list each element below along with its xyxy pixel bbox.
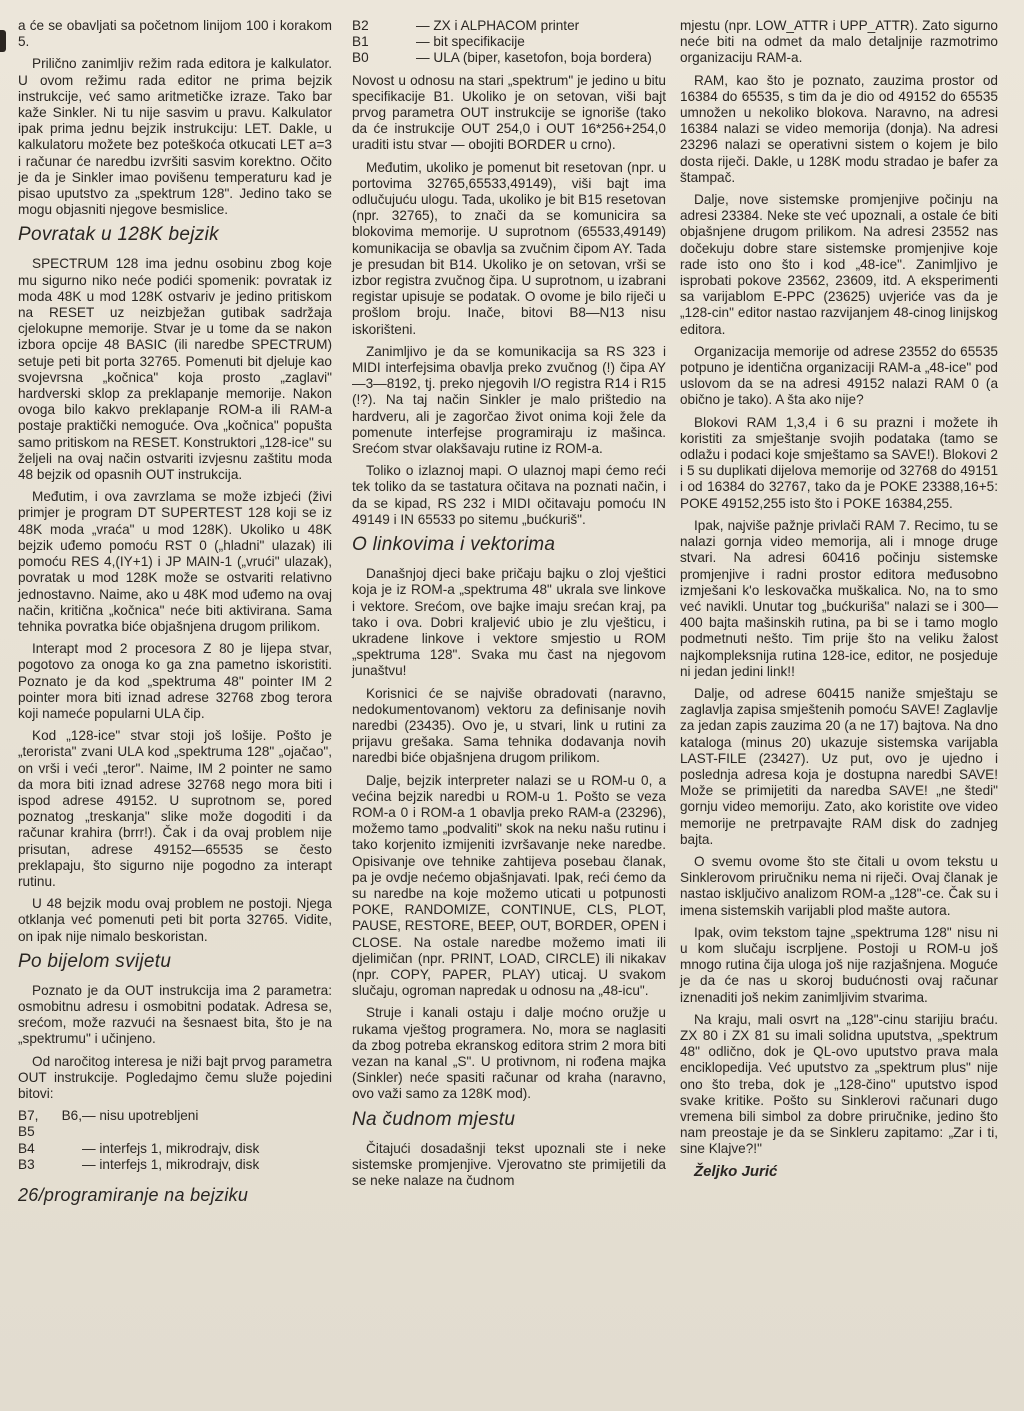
paragraph: Toliko o izlaznoj mapi. O ulaznoj mapi ćemo reći tek toliko da se tastatura očitava na poznati način, i da se kipad, RS 232 i MIDI očitavaju pomoću IN 49149 i IN 65533 po sitemu „bućkuriš". bbox=[352, 463, 666, 527]
section-heading: Po bijelom svijetu bbox=[18, 950, 172, 972]
author-signature: Željko Jurić bbox=[694, 1162, 778, 1180]
bit-description: — nisu upotrebljeni bbox=[82, 1108, 199, 1124]
bit-label: B0 bbox=[352, 50, 369, 66]
bit-label: B2 bbox=[352, 18, 369, 33]
paragraph: Struje i kanali ostaju i dalje moćno oružje u rukama vještog programera. No, mora se naglasiti da zbog potreba ekranskog editora strim 2 mora biti vezan na kanal „S". U protivnom, ni rođena majka (Sinkler) neće spasiti računar od kraha (naravno, ovo važi samo za 128K mod). bbox=[352, 1005, 666, 1102]
bit-description: — ULA (biper, kasetofon, boja bordera) bbox=[416, 50, 652, 66]
paragraph: Korisnici će se najviše obradovati (naravno, nedokumentovanom) vektoru za definisanje novih naredbi (23435). Ovo je, u stvari, link u rutini za prijavu grešaka. Sama tehnika dodavanja novih naredbi biće objašnjena drugom prilikom. bbox=[352, 685, 666, 766]
paragraph: Dalje, nove sistemske promjenjive počinju na adresi 23384. Neke ste već upoznali, a ostale će biti objašnjene drugom prilikom. Na adresi 23552 nas dočekuju dobre stare sistemske promjenjive koje rade isto ono što i kod „48-ice". Zanimljivo je isprobati pokove 23562, 23609, itd. A eksperimenti sa varijablom E-PPC (23625) uvjeriće vas da je „128-cin" editor nastao razvijanjem 48-cinog linijskog editora. bbox=[680, 192, 998, 337]
section-heading: O linkovima i vektorima bbox=[352, 534, 556, 556]
paragraph: Prilično zanimljiv režim rada editora je kalkulator. U ovom režimu rada editor ne prima bejzik instrukcije, već samo aritmetičke izraze. Tako bar kaže Sinkler. Ni tu nije sasvim u pravu. Kalkulator ipak prima jednu bejzik instrukciju: LET. Dakle, u kalkulatoru možete bez poteškoća otkucati LET a=3 i računar će naredbu izvršiti sasvim korektno. Očito je da je Sinkler imao povišenu temperaturu kad je pisao uputstvo za „spektrum 128". Jedino tako se mogu objasniti njegove besmislice. bbox=[18, 56, 332, 218]
column-1 bbox=[18, 18, 332, 1203]
bit-label: B3 bbox=[18, 1156, 35, 1172]
paragraph: Ipak, najviše pažnje privlači RAM 7. Recimo, tu se nalazi gornja video memorija, ali i mnoge druge stvari. Na adresi 60416 počinju sistemske promjenjive i radni prostor editora međusobno izmješani k'o leskovačka muškalica. No, na to smo već navikli. Unutar tog „bućkuriša" nalazi se i 300—400 bajta mašinskih rutina, pa bi se i tamo moglo podmetnuti nešto. Tim prije što na veliku žalost najkompleksnija rutina 128-ice, editor, ne posjeduje ni jedan jedini link!! bbox=[680, 517, 998, 679]
paragraph: U 48 bejzik modu ovaj problem ne postoji. Njega otklanja već pomenuti peti bit porta 32765. Vidite, on ipak nije nimalo beskoristan. bbox=[18, 896, 332, 944]
page-footer: 26/programiranje na bejziku bbox=[18, 1185, 249, 1205]
bit-description: — bit specifikacije bbox=[416, 34, 525, 50]
paragraph: Čitajući dosadašnji tekst upoznali ste i neke sistemske promjenjive. Vjerovatno ste primijetili da se neke nalaze na čudnom bbox=[352, 1140, 666, 1188]
paragraph: Poznato je da OUT instrukcija ima 2 parametra: osmobitnu adresu i osmobitni podatak. Adresa se, srećom, može razvući na šesnaest bita, što je na „spektrumu" i učinjeno. bbox=[18, 982, 332, 1047]
paragraph: Blokovi RAM 1,3,4 i 6 su prazni i možete ih koristiti za smještanje svojih podataka (tamo se odlažu i podaci koje smještamo sa SAVE!). Blokovi 2 i 5 su duplikati dijelova memorije od 32768 do 49151 i od 16384 do 32767, tako da je POKE 23388,16+5: POKE 49152,255 isto što i POKE 16384,255. bbox=[680, 414, 998, 511]
bit-definition-row bbox=[352, 50, 666, 66]
paragraph: Novost u odnosu na stari „spektrum" je jedino u bitu specifikacije B1. Ukoliko je on setovan, viši bajt prvog parametra OUT instrukcije se ignoriše (tako da će instrukcije OUT 254,0 i OUT 16*256+254,0 uraditi istu stvar — obojiti BORDER u crno). bbox=[352, 72, 666, 153]
paragraph: Ipak, ovim tekstom tajne „spektruma 128" nisu ni u kom slučaju iscrpljene. Postoji u ROM-u još mnogo rutina čija uloga još nije razjašnjena. Moguće je da će nas u skoroj budućnosti ovaj računar iznenaditi još nekim zanimljivim stvarima. bbox=[680, 924, 998, 1005]
bit-definition-row bbox=[18, 1108, 332, 1140]
bit-description: — interfejs 1, mikrodrajv, disk bbox=[82, 1140, 260, 1156]
paragraph: a će se obavljati sa početnom linijom 100 i korakom 5. bbox=[18, 18, 332, 50]
paragraph: Međutim, ukoliko je pomenut bit resetovan (npr. u portovima 32765,65533,49149), viši bajt ima odlučujuću ulogu. Tada, ukoliko je bit B15 resetovan (npr. 32765), to znači da se komunicira sa blokovima memorije. U suprotnom (65533,49149) komunikacija se obavlja sa zvučnim čipom AY. Tada je presudan bit B14. Ukoliko je on setovan, vrši se izbor registra zvučnog čipa. U suprotnom, u izabrani registar upisuje se podatak. O ovome je bilo riječi u prošlom broju. Inače, bitovi B8—N13 nisu iskorišteni. bbox=[352, 159, 666, 337]
paragraph: Kod „128-ice" stvar stoji još lošije. Pošto je „terorista" zvani ULA kod „spektruma 128" „ojačao", on vrši i veći „teror". Naime, IM 2 pointer ne samo da mora biti iznad adrese 32768 nego mora biti i ispod adrese 49152. U suprotnom se, pored poznatog „treskanja" slike može dogoditi i da računar krahira (brrr!). Čak i da ovaj problem nije prisutan, adrese 49152—65535 se često preklapaju, što sigurno nije pogodno za interapt rutinu. bbox=[18, 728, 332, 889]
binding-hole-mark bbox=[0, 30, 6, 52]
paragraph: Današnjoj djeci bake pričaju bajku o zloj vještici koja je iz ROM-a „spektruma 48" ukrala sve linkove i vektore. Srećom, ove bajke imaju srećan kraj, pa tako i ova. Dobri kraljević ubio je zlu vješticu, i ukradene linkove i vektore smjestio u ROM „spektruma 128". Svaka mu čast na njegovom junaštvu! bbox=[352, 566, 666, 679]
bit-label: B4 bbox=[18, 1140, 35, 1156]
paragraph: RAM, kao što je poznato, zauzima prostor od 16384 do 65535, s tim da je dio od 49152 do 65535 umnožen u nekoliko blokova. Naravno, na adresi 16384 nalazi se video memorija (donja). Na adresi 23296 nalazi se operativni sistem o kojem je bilo dosta riječi. Dakle, u 128K modu stradao je bafer za štampač. bbox=[680, 72, 998, 185]
bit-definition-row bbox=[352, 18, 666, 34]
column-2 bbox=[352, 18, 666, 1195]
bit-label: B7, B6, B5 bbox=[18, 1108, 82, 1140]
column-3 bbox=[680, 18, 998, 1186]
section-heading: Povratak u 128K bejzik bbox=[18, 224, 219, 246]
paragraph: Dalje, bejzik interpreter nalazi se u ROM-u 0, a većina bejzik naredbi u ROM-u 1. Pošto se veza ROM-a 0 i ROM-a 1 obavlja preko RAM-a (23296), možemo tamo „podvaliti" skok na neku našu rutinu i tako korjenito izmijeniti izvršavanje neke naredbe. Opisivanje ove tehnike zahtijeva posebau članak, pa je ovdje nećemo objašnjavati. Ipak, reći ćemo da su naredbe na koje možemo uticati u potpunosti POKE, RANDOMIZE, CONTINUE, CLS, PLOT, PAUSE, RESTORE, BEEP, OUT, BORDER, OPEN i CLOSE. Na ostale naredbe možemo imati ili djelimičan (npr. PRINT, LOAD, CIRCLE) ili nikakav (npr. COPY, PAPER, PLAY) uticaj. U svakom slučaju, ogroman napredak u odnosu na „48-icu". bbox=[352, 772, 666, 999]
paragraph: Dalje, od adrese 60415 naniže smještaju se zaglavlja zapisa smještenih pomoću SAVE! Zaglavlje za jedan zapis zauzima 20 (a ne 17) bajtova. Na dno kataloga (minus 20) ukazuje sistemska varijabla LAST-FILE (23427). Uz put, ovo je ujedno i poslednja adresa koja je dostupna naredbi SAVE! Može se primijetiti da naredba SAVE! „ne štedi" gornju video memoriju. Zato, ako koristite ove video memorije ne pretrpavajte RAM disk do zadnjeg bajta. bbox=[680, 685, 998, 847]
paragraph: O svemu ovome što ste čitali u ovom tekstu u Sinklerovom priručniku nema ni riječi. Ovaj članak je nastao isključivo analizom ROM-a „128"-ce. Čak su i imena sistemskih varijabli plod mašte autora. bbox=[680, 853, 998, 918]
bit-definition-row bbox=[352, 34, 666, 50]
paragraph: Interapt mod 2 procesora Z 80 je lijepa stvar, pogotovo za onoga ko ga zna pametno iskoristiti. Poznato je da kod „spektruma 48" pointer IM 2 pointer mora biti iznad adrese 32768 zbog terora koji nameće popularni ULA čip. bbox=[18, 641, 332, 721]
bit-description: — ZX i ALPHACOM printer bbox=[416, 18, 580, 33]
paragraph: Organizacija memorije od adrese 23552 do 65535 potpuno je identična organizaciji RAM-a „48-ice" pod uslovom da se na adresi 49152 nalazi RAM 0 (a obično je tako). A šta ako nije? bbox=[680, 343, 998, 408]
paragraph: SPECTRUM 128 ima jednu osobinu zbog koje mu sigurno niko neće podići spomenik: povratak iz moda 48K u mod 128K ostvariv je jedino pritiskom na RESET uz neizbježan gutibak sadržaja cjelokupne memorije. Stvar je u tome da se nakon izbora opcije 48 BASIC (ili naredbe SPECTRUM) setuje peti bit porta 32765. Pomenuti bit djeluje kao svojevrsna „kočnica" koja prosto „zaglavi" hardverski sklop za preklapanje memorije. Nakon ovoga bilo kakvo preklapanje ROM-a ili RAM-a postaje praktički nemoguće. Ova „kočnica" popušta samo pritiskom na RESET. Konstruktori „128-ice" su željeli na ovaj način ostvariti izvjesnu zaštitu moda 48 bejzik od opasnih OUT instrukcija. bbox=[18, 256, 332, 483]
section-heading: Na čudnom mjestu bbox=[352, 1108, 516, 1130]
paragraph: Od naročitog interesa je niži bajt prvog parametra OUT instrukcije. Pogledajmo čemu služe pojedini bitovi: bbox=[18, 1053, 332, 1101]
paragraph: Zanimljivo je da se komunikacija sa RS 323 i MIDI interfejsima obavlja preko zvučnog (!) čipa AY—3—8192, tj. preko njegovih I/O registra R14 i R15 (!?). Na taj način Sinkler je malo prištedio na hardveru, ali je zagorčao život onima koji žele da pomenute interfejse programiraju iz mašinca. Srećom stvar olakšavaju rutine iz ROM-a. bbox=[352, 343, 666, 457]
bit-definition-row bbox=[18, 1157, 332, 1173]
paragraph: Na kraju, mali osvrt na „128"-cinu starijiu braću. ZX 80 i ZX 81 su imali solidna uputstva, „spektrum 48" odlično, dok je QL-ovo uputstvo prava mala enciklopedija. Već uputstvo za „spektrum plus" nije ono što treba, dok je „128-čino" uputstvo ispod svake kritike. Pošto su Sinklerovi računari dugo vremena bili simbol za dobre priručnike, jedino što nam preostaje je da se Sinkleru zapitamo: „Zar i ti, sine Klajve?!" bbox=[680, 1011, 998, 1157]
paragraph: mjestu (npr. LOW_ATTR i UPP_ATTR). Zato sigurno neće biti na odmet da malo detaljnije razmotrimo organizaciju RAM-a. bbox=[680, 18, 998, 66]
bit-definition-row bbox=[18, 1141, 332, 1157]
bit-label: B1 bbox=[352, 34, 369, 50]
paragraph: Međutim, i ova zavrzlama se može izbjeći (živi primjer je program DT SUPERTEST 128 koji se iz 48K moda „vraća" u mod 128K). Ukoliko u 48K bejzik uđemo pomoću RST 0 („hladni" ulazak) ili pomoću RES 4,(IY+1) i JP MAIN-1 („vrući" ulazak), povratak u mod 128K može se ostvariti relativno jednostavno. Naime, ako u 48K mod uđemo na ovaj način, kritična „kočnica" neće biti aktivirana. Sama tehnika povratka biće objašnjena drugom prilikom. bbox=[18, 489, 332, 634]
bit-description: — interfejs 1, mikrodrajv, disk bbox=[82, 1156, 260, 1172]
